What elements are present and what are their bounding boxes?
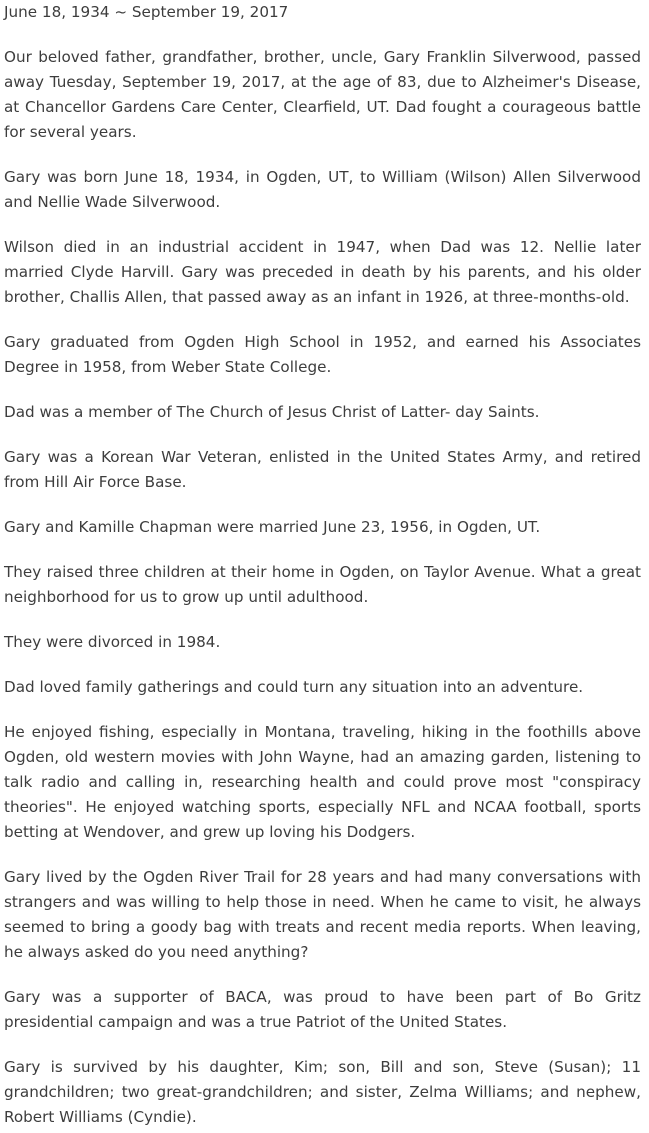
paragraph-church: Dad was a member of The Church of Jesus Christ of Latter- day Saints. <box>4 403 540 421</box>
paragraph-hobbies: He enjoyed fishing, especially in Montana, traveling, hiking in the foothills above Ogden, old western movies with John Wayne, had an amazing garden, listening to talk radio and calling in, researching health and could prove most "conspiracy theories". He enjoyed watching sports, especially NFL and NCAA football, sports betting at Wendover, and grew up loving his Dodgers. <box>4 723 641 841</box>
paragraph-birth: Gary was born June 18, 1934, in Ogden, UT, to William (Wilson) Allen Silverwood and Nellie Wade Silverwood. <box>4 168 641 211</box>
paragraph-divorce: They were divorced in 1984. <box>4 633 221 651</box>
paragraph-military: Gary was a Korean War Veteran, enlisted in the United States Army, and retired from Hill Air Force Base. <box>4 448 641 491</box>
paragraph-marriage: Gary and Kamille Chapman were married June 23, 1956, in Ogden, UT. <box>4 518 541 536</box>
paragraph-passing: Our beloved father, grandfather, brother, uncle, Gary Franklin Silverwood, passed away Tuesday, September 19, 2017, at the age of 83, due to Alzheimer's Disease, at Chancellor Gardens Care Center, Clearfield, UT. Dad fought a courageous battle for several years. <box>4 48 641 141</box>
paragraph-patriot: Gary was a supporter of BACA, was proud to have been part of Bo Gritz presidential campaign and was a true Patriot of the United States. <box>4 988 641 1031</box>
paragraph-education: Gary graduated from Ogden High School in 1952, and earned his Associates Degree in 1958, from Weber State College. <box>4 333 641 376</box>
paragraph-family-history: Wilson died in an industrial accident in 1947, when Dad was 12. Nellie later married Clyde Harvill. Gary was preceded in death by his parents, and his older brother, Challis Allen, that passed away as an infant in 1926, at three-months-old. <box>4 238 641 306</box>
paragraph-river-trail: Gary lived by the Ogden River Trail for 28 years and had many conversations with strangers and was willing to help those in need. When he came to visit, he always seemed to bring a goody bag with treats and recent media reports. When leaving, he always asked do you need anything? <box>4 868 641 961</box>
life-dates: June 18, 1934 ~ September 19, 2017 <box>4 3 289 21</box>
paragraph-children: They raised three children at their home in Ogden, on Taylor Avenue. What a great neighborhood for us to grow up until adulthood. <box>4 563 641 606</box>
paragraph-family-gatherings: Dad loved family gatherings and could turn any situation into an adventure. <box>4 678 584 696</box>
paragraph-survivors: Gary is survived by his daughter, Kim; son, Bill and son, Steve (Susan); 11 grandchildren; two great-grandchildren; and sister, Zelma Williams; and nephew, Robert Williams (Cyndie). <box>4 1058 641 1126</box>
